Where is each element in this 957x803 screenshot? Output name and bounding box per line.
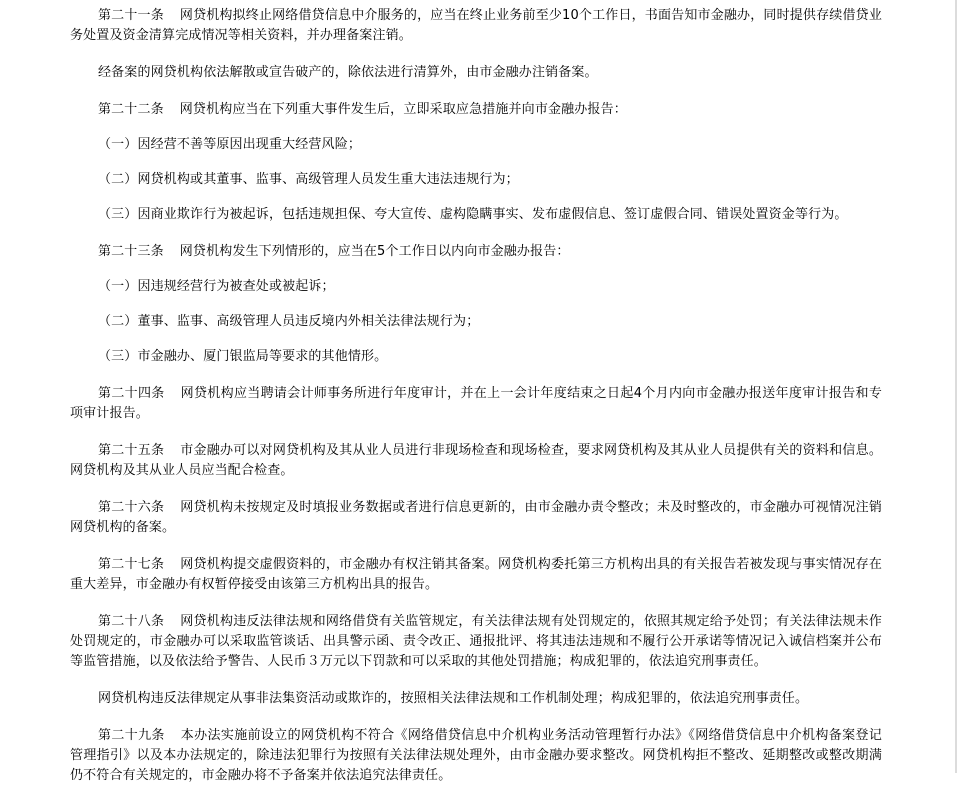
article-22 [70, 100, 882, 120]
document-body [70, 6, 882, 803]
paragraph-21b: 经备案的网贷机构依法解散或宣告破产的，除依法进行清算外，由市金融办注销备案。 [98, 65, 598, 80]
article-label: 第二十六条 [98, 500, 165, 515]
article-24 [70, 384, 882, 424]
article-label: 第二十八条 [98, 614, 165, 629]
article-23-item-1: （一）因违规经营行为被查处或被起诉； [98, 279, 335, 294]
paragraph-28b: 网贷机构违反法律规定从事非法集资活动或欺诈的，按照相关法律法规和工作机制处理；构成犯罪的，依法追究刑事责任。 [98, 691, 809, 706]
article-text: 网贷机构应当在下列重大事件发生后，立即采取应急措施并向市金融办报告： [179, 102, 627, 117]
article-21 [70, 6, 882, 46]
article-label: 第二十七条 [98, 557, 165, 572]
article-label: 第二十五条 [98, 443, 165, 458]
article-label: 第二十一条 [98, 8, 164, 23]
article-text: 网贷机构违反法律法规和网络借贷有关监管规定，有关法律法规有处罚规定的，依照其规定给予处罚；有关法律法规未作处罚规定的，市金融办可以采取监管谈话、出具警示函、责令改正、通报批评、将其违法违规和不履行公开承诺等情况记入诚信档案并公布等监管措施，以及依法给予警告、人民币３万元以下罚款和可以采取的其他处罚措施；构成犯罪的，依法追究刑事责任。 [70, 614, 882, 669]
article-22-item-3: （三）因商业欺诈行为被起诉，包括违规担保、夸大宣传、虚构隐瞒事实、发布虚假信息、签订虚假合同、错误处置资金等行为。 [98, 207, 848, 222]
article-label: 第二十三条 [98, 244, 164, 259]
article-text: 网贷机构未按规定及时填报业务数据或者进行信息更新的，由市金融办责令整改；未及时整改的，市金融办可视情况注销网贷机构的备案。 [70, 500, 882, 535]
article-22-item-2: （二）网贷机构或其董事、监事、高级管理人员发生重大违法违规行为； [98, 172, 519, 187]
article-label: 第二十九条 [98, 728, 165, 743]
article-26 [70, 498, 882, 538]
article-label: 第二十四条 [98, 386, 165, 401]
article-text: 市金融办可以对网贷机构及其从业人员进行非现场检查和现场检查，要求网贷机构及其从业人员提供有关的资料和信息。网贷机构及其从业人员应当配合检查。 [70, 443, 882, 478]
article-text: 网贷机构拟终止网络借贷信息中介服务的，应当在终止业务前至少10个工作日，书面告知市金融办，同时提供存续借贷业务处置及资金清算完成情况等相关资料，并办理备案注销。 [70, 8, 882, 43]
article-23-item-3: （三）市金融办、厦门银监局等要求的其他情形。 [98, 349, 388, 364]
article-23 [70, 242, 882, 262]
article-29 [70, 726, 882, 786]
article-label: 第二十二条 [98, 102, 164, 117]
article-text: 本办法实施前设立的网贷机构不符合《网络借贷信息中介机构业务活动管理暂行办法》《网络借贷信息中介机构备案登记管理指引》以及本办法规定的，除违法犯罪行为按照有关法律法规处理外，由市金融办要求整改。网贷机构拒不整改、延期整改或整改期满仍不符合有关规定的，市金融办将不予备案并依法追究法律责任。 [70, 728, 882, 783]
article-23-item-2: （二）董事、监事、高级管理人员违反境内外相关法律法规行为； [98, 314, 480, 329]
article-25 [70, 441, 882, 481]
article-text: 网贷机构提交虚假资料的，市金融办有权注销其备案。网贷机构委托第三方机构出具的有关报告若被发现与事实情况存在重大差异，市金融办有权暂停接受由该第三方机构出具的报告。 [70, 557, 882, 592]
article-27 [70, 555, 882, 595]
article-22-item-1: （一）因经营不善等原因出现重大经营风险； [98, 137, 362, 152]
article-text: 网贷机构发生下列情形的，应当在5个工作日以内向市金融办报告： [179, 244, 570, 259]
article-text: 网贷机构应当聘请会计师事务所进行年度审计，并在上一会计年度结束之日起4个月内向市金融办报送年度审计报告和专项审计报告。 [70, 386, 882, 421]
article-28 [70, 612, 882, 672]
